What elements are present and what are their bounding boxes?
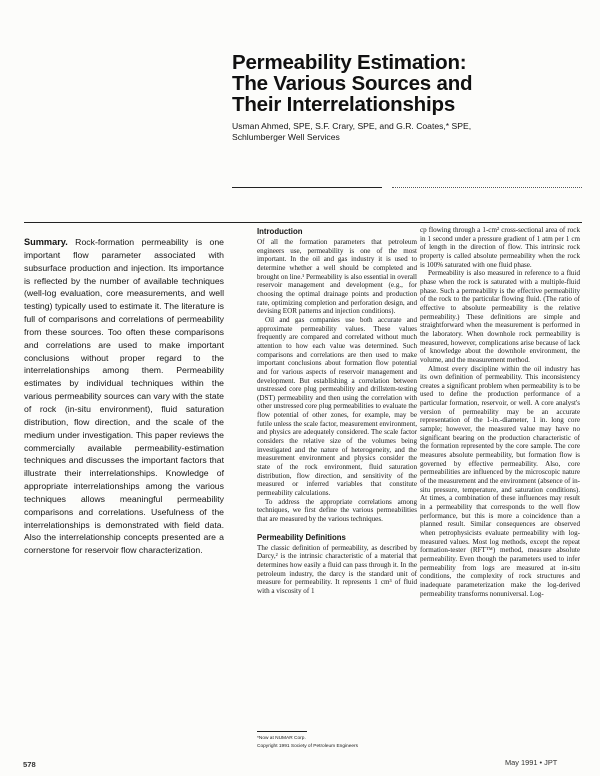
title-line-1: Permeability Estimation: (232, 51, 467, 74)
intro-paragraph: To address the appropriate correlations among techniques, we first define the various permeabilities that are measured by the various techniques. (257, 497, 417, 523)
title-rule-dotted (392, 187, 582, 188)
section-divider (24, 222, 582, 223)
introduction-heading: Introduction (257, 227, 303, 236)
title-line-3: Their Interrelationships (232, 93, 456, 116)
body-column-3 (420, 226, 580, 598)
summary-abstract (24, 236, 224, 557)
body-paragraph: Permeability is also measured in reference to a fluid phase when the rock is saturated with a multiple-fluid phase. Such a permeability is the effective permeability of the rock to the particular flowing fluid. (The ratio of effective to absolute permeability is the relative permeability.) These definitions are simple and straightforward when the measurement is performed in the laboratory. When downhole rock permeability is measured, however, complications arise because of lack of knowledge about the downhole environment, the volume, and the measurement method. (420, 269, 580, 364)
journal-issue: May 1991 • JPT (505, 758, 558, 767)
summary-heading: Summary. (24, 237, 68, 247)
body-column-2 (257, 227, 417, 596)
page-number: 578 (23, 760, 36, 769)
title-line-2: The Various Sources and (232, 72, 473, 95)
footnote-affiliation: *Now at NUMAR Corp. (257, 736, 306, 741)
article-title (232, 52, 582, 115)
body-paragraph: Almost every discipline within the oil industry has its own definition of permeability. This inconsistency creates a significant problem when permeability is to be used to define the production performance of a particular formation, reservoir, or well. A core analyst's version of permeability may be an accurate representation of the 1-in.-diameter, 1 in. long core sample; however, the measured value may have no significant bearing on the production characteristic of the formation represented by the core sample. The core measures absolute permeability, but formation flow is governed by effective permeability. Also, core permeabilities are influenced by the microscopic nature of the measurement and the environment (absence of in-situ pressure, temperature, and saturation conditions). At times, a combination of these influences may result in a permeability that corresponds to the well flow performance, but this is more a coincidence than a planned result. Similar consequences are observed when petrophysicists evaluate permeability with log-measured values. Most log methods, except the repeat formation-tester (RFT™) method, measure absolute permeability. Even though the parameters used to infer permeability from logs are measured at in-situ conditions, the complexity of rock structures and inadequate parameterization make the log-derived permeability transforms nonuniversal. Log- (420, 364, 580, 598)
footnote-copyright: Copyright 1991 Society of Petroleum Engineers (257, 744, 359, 749)
author-line: Usman Ahmed, SPE, S.F. Crary, SPE, and G.R. Coates,* SPE, (232, 121, 472, 131)
title-rule (232, 187, 382, 188)
summary-text: Rock-formation permeability is one important flow parameter associated with subsurface production and injection. Its importance is reflected by the number of available techniques (well-log evaluation, core measurements, and well testing) typically used to estimate it. The literature is full of comparisons and correlations of permeability from these sources. Too often these comparisons and correlations are used to make important conclusions without proper regard to the interrelationships among them. Permeability estimates by individual techniques within the various permeability sources can vary with the state of rock (in-situ environment), fluid saturation distribution, flow direction, and the scale of the medium under investigation. This paper reviews the commercially available permeability-estimation techniques and discusses the important factors that illustrate their interrelationships. Knowledge of appropriate interrelationships among the various techniques allows meaningful permeability comparisons and correlations. Usefulness of the interrelationships is demonstrated with field data. Also the interrelationship concepts presented are a cornerstone for reservoir flow characterization. (24, 237, 224, 556)
intro-paragraph: Of all the formation parameters that petroleum engineers use, permeability is one of the most important. In the oil and gas industry it is used to determine whether a well should be completed and brought on line.¹ Permeability is also essential in overall reservoir management and development (e.g., for choosing the optimal drainage points and production rate, optimizing completion and perforation design, and devising EOR patterns and injection conditions). (257, 238, 417, 316)
affiliation: Schlumberger Well Services (232, 132, 340, 142)
footnotes (257, 735, 417, 751)
definitions-paragraph: The classic definition of permeability, as described by Darcy,² is the intrinsic characteristic of a material that determines how easily a fluid can pass through it. In the petroleum industry, the darcy is the standard unit of measure for permeability. It represents 1 cm³ of fluid with a viscosity of 1 (257, 543, 417, 595)
author-block (232, 121, 592, 143)
definitions-heading: Permeability Definitions (257, 532, 346, 542)
body-paragraph: cp flowing through a 1-cm² cross-sectional area of rock in 1 second under a pressure gradient of 1 atm per 1 cm of length in the direction of flow. This intrinsic rock property is called absolute permeability when the rock is 100% saturated with one fluid phase. (420, 226, 580, 269)
intro-paragraph: Oil and gas companies use both accurate and approximate permeability values. These values frequently are compared and correlated without much attention to how each value was determined. Such comparisons and correlations are then used to make important conclusions about formation flow potential and for various aspects of reservoir management and development. But establishing a correlation between unstressed core plug permeability and drillstem-testing (DST) permeability and then using the correlation with other unstressed core plug permeabilities to evaluate the flow potential of other zones, for example, may be futile unless the scale factor, measurement environment, and physics are adequately considered. The scale factor considers the relative size of the volumes being investigated and the nature of heterogeneity, and the measurement environment and physics consider the state of the rock environment, fluid saturation distribution, flow direction, and sensitivity of the measured or inferred variables that constitute permeability calculations. (257, 315, 417, 498)
footnote-rule (257, 731, 307, 732)
